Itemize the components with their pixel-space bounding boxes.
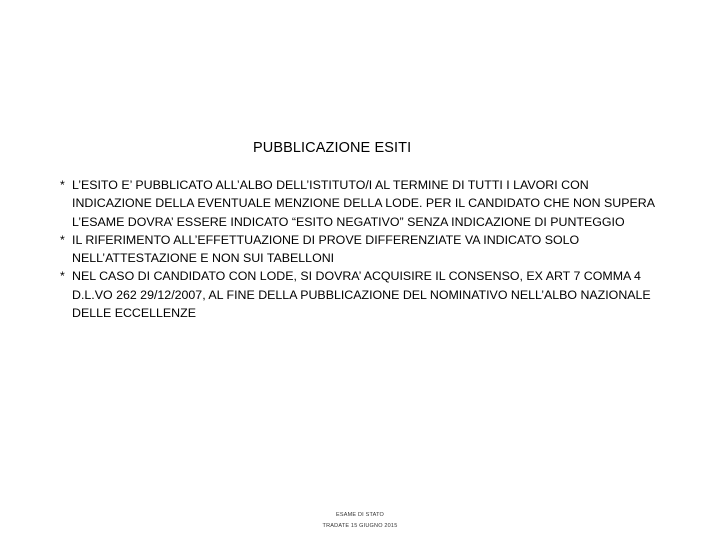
bullet-item: [60, 267, 660, 322]
bullet-marker: *: [60, 178, 65, 192]
footer-date-label: TRADATE 15 GIUGNO 2015: [322, 523, 398, 529]
bullet-list: [60, 176, 660, 322]
bullet-text: L’ESITO E’ PUBBLICATO ALL’ALBO DELL’ISTITUTO/I AL TERMINE DI TUTTI I LAVORI CON INDICAZIONE DELLA EVENTUALE MENZIONE DELLA LODE. PER IL CANDIDATO CHE NON SUPERA L’ESAME DOVRA’ ESSERE INDICATO “ESITO NEGATIVO” SENZA INDICAZIONE DI PUNTEGGIO: [72, 178, 655, 229]
bullet-text: IL RIFERIMENTO ALL’EFFETTUAZIONE DI PROVE DIFFERENZIATE VA INDICATO SOLO NELL’ATTESTAZIONE E NON SUI TABELLONI: [72, 232, 580, 266]
bullet-marker: *: [60, 269, 65, 284]
bullet-item: [60, 231, 660, 268]
footer-exam-label: ESAME DI STATO: [335, 512, 385, 518]
bullet-text: NEL CASO DI CANDIDATO CON LODE, SI DOVRA’ ACQUISIRE IL CONSENSO, EX ART 7 COMMA 4 D.L.VO 262 29/12/2007, AL FINE DELLA PUBBLICAZIONE DEL NOMINATIVO NELL’ALBO NAZIONALE DELLE ECCELLENZE: [72, 269, 651, 321]
bullet-marker: *: [60, 232, 65, 247]
slide-title: PUBBLICAZIONE ESITI: [253, 140, 412, 156]
bullet-item: [60, 176, 660, 231]
